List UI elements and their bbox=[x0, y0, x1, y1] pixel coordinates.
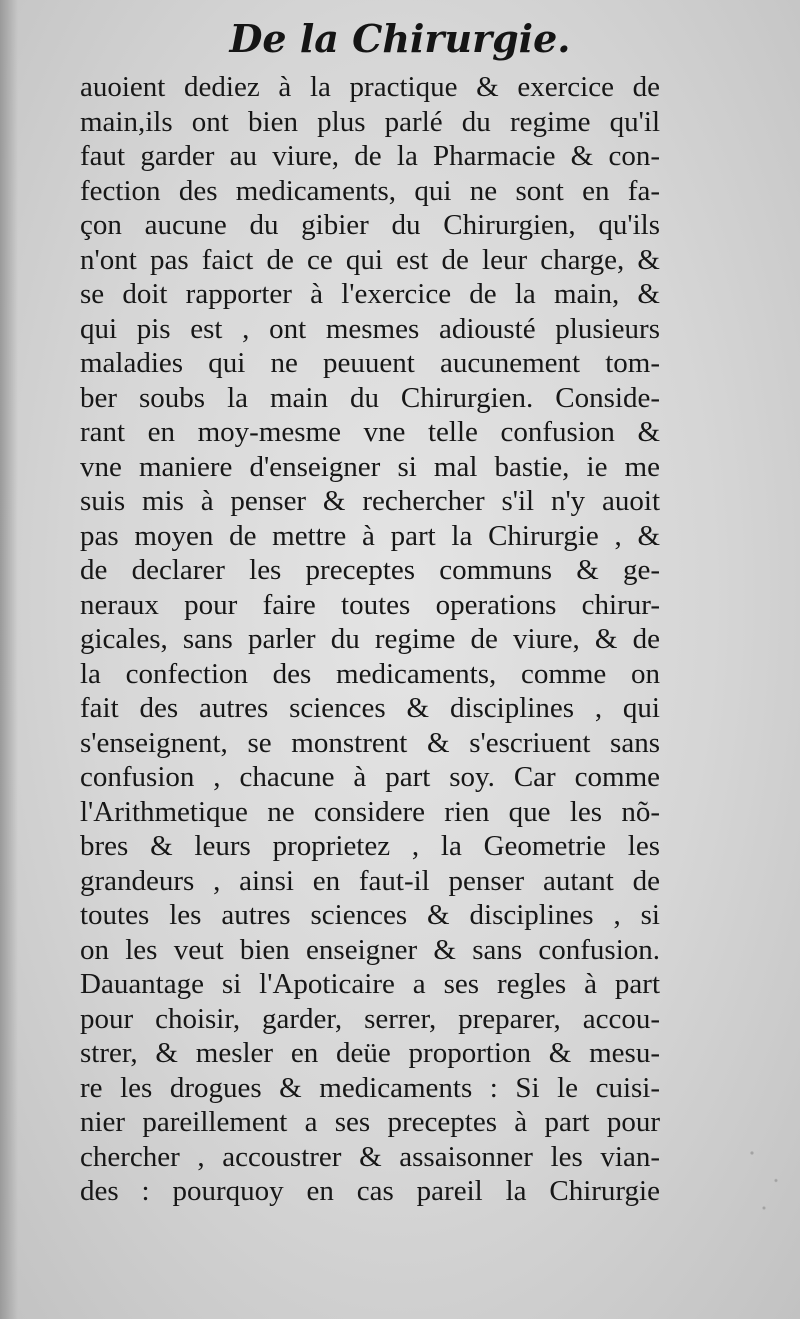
text-line: suis mis à penser & rechercher s'il n'y auoit bbox=[80, 485, 660, 517]
text-line: çon aucune du gibier du Chirurgien, qu'ils bbox=[80, 209, 660, 241]
text-line: Dauantage si l'Apoticaire a ses regles à part bbox=[80, 968, 660, 1000]
text-line: gicales, sans parler du regime de viure, & de bbox=[80, 623, 660, 655]
text-line: fection des medicaments, qui ne sont en fa- bbox=[80, 174, 660, 207]
text-line: ber soubs la main du Chirurgien. Conside- bbox=[80, 381, 660, 414]
text-line: des : pourquoy en cas pareil la Chirurgie bbox=[80, 1175, 660, 1207]
running-head: De la Chirurgie. bbox=[229, 16, 571, 61]
text-line: n'ont pas faict de ce qui est de leur charge, & bbox=[80, 243, 660, 276]
text-line: strer, & mesler en deüe proportion & mesu- bbox=[80, 1037, 660, 1069]
text-line: toutes les autres sciences & disciplines , si bbox=[80, 899, 660, 931]
text-line: re les drogues & medicaments : Si le cuisi- bbox=[80, 1071, 660, 1104]
text-line: pour choisir, garder, serrer, preparer, accou- bbox=[80, 1002, 660, 1035]
text-line: confusion , chacune à part soy. Car comme bbox=[80, 761, 660, 793]
text-line: bres & leurs proprietez , la Geometrie les bbox=[80, 830, 660, 862]
text-line: s'enseignent, se monstrent & s'escriuent sans bbox=[80, 726, 660, 759]
text-line: nier pareillement a ses preceptes à part pour bbox=[80, 1106, 660, 1138]
text-line: fait des autres sciences & disciplines , qui bbox=[80, 692, 660, 724]
text-line: grandeurs , ainsi en faut-il penser autant de bbox=[80, 864, 660, 897]
text-line: neraux pour faire toutes operations chirur- bbox=[80, 588, 660, 621]
text-line: rant en moy-mesme vne telle confusion & bbox=[80, 416, 660, 448]
text-line: faut garder au viure, de la Pharmacie & con- bbox=[80, 140, 660, 172]
text-line: maladies qui ne peuuent aucunement tom- bbox=[80, 347, 660, 379]
binding-shadow bbox=[0, 0, 18, 1319]
body-text bbox=[80, 70, 660, 1209]
text-line: on les veut bien enseigner & sans confusion. bbox=[80, 933, 660, 966]
text-line: auoient dediez à la practique & exercice de bbox=[80, 71, 660, 103]
text-line: pas moyen de mettre à part la Chirurgie , & bbox=[80, 519, 660, 552]
text-line: chercher , accoustrer & assaisonner les vian- bbox=[80, 1140, 660, 1173]
text-line: vne maniere d'enseigner si mal bastie, ie me bbox=[80, 450, 660, 483]
text-line: qui pis est , ont mesmes adiousté plusieurs bbox=[80, 312, 660, 345]
text-line: main,ils ont bien plus parlé du regime qu'il bbox=[80, 105, 660, 138]
text-line: de declarer les preceptes communs & ge- bbox=[80, 554, 660, 586]
text-line: la confection des medicaments, comme on bbox=[80, 657, 660, 690]
text-line: l'Arithmetique ne considere rien que les nõ- bbox=[80, 795, 660, 828]
paper-specks bbox=[740, 1120, 800, 1230]
text-line: se doit rapporter à l'exercice de la main, & bbox=[80, 278, 660, 310]
